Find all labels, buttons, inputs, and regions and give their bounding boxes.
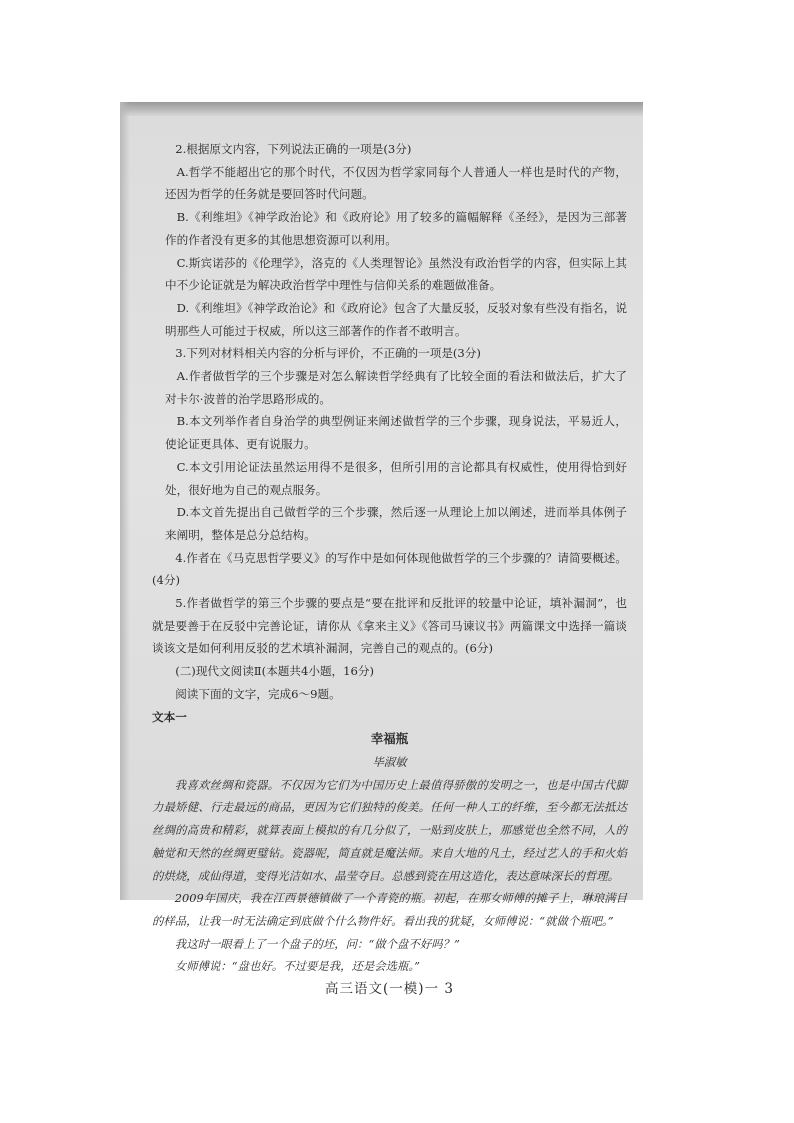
question-3-option-c: C.本文引用论证法虽然运用得不是很多，但所引用的言论都具有权威性，使用得恰到好处，很好地为自己的观点服务。 [165,459,627,497]
passage-author: 毕淑敏 [372,754,407,769]
question-2-stem: 2.根据原文内容，下列说法正确的一项是(3分) [175,142,412,156]
scanned-page-photo [120,102,643,998]
section-heading: (二)现代文阅读Ⅱ(本题共4小题，16分) [175,664,375,679]
passage-paragraph-3: 我这时一眼看上了一个盘子的坯，问：“做个盘不好吗？” [174,936,460,951]
page-footer: 高三语文(一模)一 3 [325,981,454,998]
question-2-option-d: D.《利维坦》《神学政治论》和《政府论》包含了大量反驳，反驳对象有些没有指名，说明那些人可能过于权威，所以这三部著作的作者不敢明言。 [165,300,627,338]
photo-top-shadow [120,102,643,116]
question-3-option-b: B.本文列举作者自身治学的典型例证来阐述做哲学的三个步骤，现身说法，平易近人，使论证更具体、更有说服力。 [165,414,627,452]
question-2-option-a: A.哲学不能超出它的那个时代，不仅因为哲学家同每个人普通人一样也是时代的产物，还因为哲学的任务就是要回答时代问题。 [165,164,627,202]
question-2-option-b: B.《利维坦》《神学政治论》和《政府论》用了较多的篇幅解释《圣经》，是因为三部著作的作者没有更多的其他思想资源可以利用。 [165,210,627,247]
section-instruction: 阅读下面的文字，完成6～9题。 [175,686,341,701]
question-4: 4.作者在《马克思哲学要义》的写作中是如何体现他做哲学的三个步骤的？请简要概述。(4分) [152,550,627,588]
question-3-stem: 3.下列对材料相关内容的分析与评价，不正确的一项是(3分) [175,346,481,361]
passage-paragraph-1: 我喜欢丝绸和瓷器。不仅因为它们为中国历史上最值得骄傲的发明之一，也是中国古代脚力最矫健、行走最远的商品，更因为它们独特的俊美。任何一种人工的纤维，至今都无法抵达丝绸的高贵和精彩，就算表面上模拟的有几分似了，一贴到皮肤上，那感觉也全然不同，人的触觉和天然的丝绸更璧钻。瓷器呢，简直就是魔法师。来自大地的凡土，经过艺人的手和火焰的烘烧，成仙得道，变得光洁如水、晶莹夺目。总感到瓷在用这造化，表达意味深长的哲理。 [152,777,627,883]
passage-paragraph-2: 2009年国庆，我在江西景德镇做了一个青瓷的瓶。初起，在那女师傅的摊子上，琳琅满目的样品，让我一时无法确定到底做个什么物件好。看出我的犹疑，女师傅说：“就做个瓶吧。” [152,891,627,928]
question-5: 5.作者做哲学的第三个步骤的要点是“要在批评和反批评的较量中论证，填补漏洞”，也就是要善于在反驳中完善论证，请你从《拿来主义》《答司马谏议书》两篇课文中选择一篇谈谈该文是如何利用反驳的艺术填补漏洞，完善自己的观点的。(6分) [152,596,627,656]
text-one-label: 文本一 [152,709,187,724]
exam-page-content [152,138,627,1001]
photo-left-shadow [120,102,130,900]
passage-title: 幸福瓶 [370,731,409,747]
question-2-option-c: C.斯宾诺莎的《伦理学》，洛克的《人类理智论》虽然没有政治哲学的内容，但实际上其中不少论证就是为解决政治哲学中理性与信仰关系的难题做准备。 [165,255,627,293]
question-3-option-a: A.作者做哲学的三个步骤是对怎么解读哲学经典有了比较全面的看法和做法后，扩大了对卡尔·波普的治学思路形成的。 [165,369,627,406]
passage-paragraph-4: 女师傅说：“盘也好。不过要是我，还是会选瓶。” [174,959,420,974]
question-3-option-d: D.本文首先提出自己做哲学的三个步骤，然后逐一从理论上加以阐述，进而举具体例子来阐明，整体是总分总结构。 [165,505,627,542]
